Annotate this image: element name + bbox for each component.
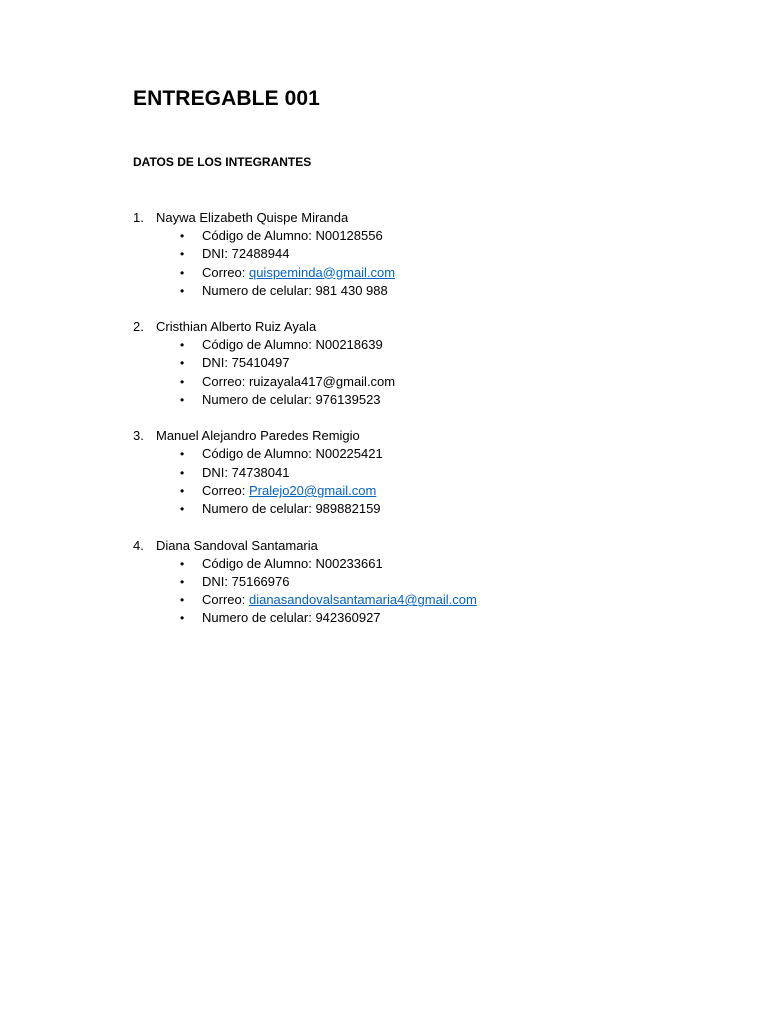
detail-label: Correo: xyxy=(202,264,249,280)
bullet-icon: • xyxy=(180,393,185,408)
member-name: Manuel Alejandro Paredes Remigio xyxy=(156,428,360,444)
detail-value: N00233661 xyxy=(315,555,383,571)
detail-label: Numero de celular: xyxy=(202,282,316,298)
member-details xyxy=(133,227,693,300)
member-header xyxy=(133,427,693,445)
member-name: Diana Sandoval Santamaria xyxy=(156,537,318,553)
document-title: ENTREGABLE 001 xyxy=(133,87,320,110)
detail-value: N00218639 xyxy=(315,337,383,353)
detail-label: DNI: xyxy=(202,355,232,371)
member-item-4 xyxy=(133,537,693,628)
email-link[interactable]: dianasandovalsantamaria4@gmail.com xyxy=(248,592,477,608)
detail-email xyxy=(133,373,693,391)
detail-label: Correo: xyxy=(202,592,249,608)
detail-value: 75410497 xyxy=(231,355,290,371)
detail-label: DNI: xyxy=(202,246,232,262)
member-item-1 xyxy=(133,209,693,300)
member-details xyxy=(133,445,693,518)
detail-label: Código de Alumno: xyxy=(202,555,316,571)
bullet-icon: • xyxy=(180,374,185,389)
detail-value: 72488944 xyxy=(231,246,290,262)
detail-student-code xyxy=(133,445,693,463)
section-heading: DATOS DE LOS INTEGRANTES xyxy=(133,155,312,169)
detail-label: Correo: xyxy=(202,373,249,389)
member-name: Cristhian Alberto Ruiz Ayala xyxy=(156,319,317,335)
detail-value: 75166976 xyxy=(231,573,290,589)
detail-value: 74738041 xyxy=(231,464,290,480)
bullet-icon: • xyxy=(180,229,185,243)
email-link[interactable]: quispeminda@gmail.com xyxy=(248,264,396,280)
detail-value: 989882159 xyxy=(315,501,381,517)
bullet-icon: • xyxy=(180,338,185,353)
detail-phone xyxy=(133,391,693,409)
detail-dni xyxy=(133,245,693,263)
detail-dni xyxy=(133,573,693,591)
bullet-icon: • xyxy=(180,574,185,589)
bullet-icon: • xyxy=(180,593,185,608)
detail-phone xyxy=(133,500,693,518)
member-number: 1. xyxy=(133,210,144,225)
detail-dni xyxy=(133,464,693,482)
email-text: ruizayala417@gmail.com xyxy=(248,373,396,389)
detail-value: 976139523 xyxy=(315,392,381,408)
member-details xyxy=(133,555,693,628)
bullet-icon: • xyxy=(180,611,185,626)
email-link[interactable]: Pralejo20@gmail.com xyxy=(248,482,377,498)
member-details xyxy=(133,336,693,409)
bullet-icon: • xyxy=(180,356,185,371)
detail-label: DNI: xyxy=(202,464,232,480)
detail-student-code xyxy=(133,336,693,354)
detail-email xyxy=(133,482,693,500)
bullet-icon: • xyxy=(180,265,185,280)
member-item-2 xyxy=(133,318,693,409)
detail-label: DNI: xyxy=(202,573,232,589)
detail-email xyxy=(133,264,693,282)
member-name: Naywa Elizabeth Quispe Miranda xyxy=(156,210,349,225)
detail-label: Código de Alumno: xyxy=(202,446,316,462)
detail-dni xyxy=(133,354,693,372)
detail-label: Correo: xyxy=(202,482,249,498)
bullet-icon: • xyxy=(180,556,185,571)
detail-label: Numero de celular: xyxy=(202,392,316,408)
member-header xyxy=(133,537,693,555)
detail-student-code xyxy=(133,555,693,573)
bullet-icon: • xyxy=(180,502,185,517)
detail-phone xyxy=(133,282,693,300)
detail-label: Numero de celular: xyxy=(202,610,316,626)
members-list xyxy=(133,209,693,646)
detail-email xyxy=(133,591,693,609)
bullet-icon: • xyxy=(180,447,185,462)
bullet-icon: • xyxy=(180,247,185,262)
detail-value: N00128556 xyxy=(315,228,383,243)
member-header xyxy=(133,209,693,227)
bullet-icon: • xyxy=(180,283,185,298)
member-header xyxy=(133,318,693,336)
member-number: 3. xyxy=(133,428,144,444)
detail-phone xyxy=(133,609,693,627)
detail-label: Numero de celular: xyxy=(202,501,316,517)
member-item-3 xyxy=(133,427,693,518)
detail-label: Código de Alumno: xyxy=(202,228,316,243)
detail-value: N00225421 xyxy=(315,446,383,462)
detail-student-code xyxy=(133,227,693,245)
member-number: 2. xyxy=(133,319,144,335)
bullet-icon: • xyxy=(180,465,185,480)
bullet-icon: • xyxy=(180,483,185,498)
detail-label: Código de Alumno: xyxy=(202,337,316,353)
detail-value: 981 430 988 xyxy=(315,282,388,298)
detail-value: 942360927 xyxy=(315,610,381,626)
member-number: 4. xyxy=(133,537,144,553)
